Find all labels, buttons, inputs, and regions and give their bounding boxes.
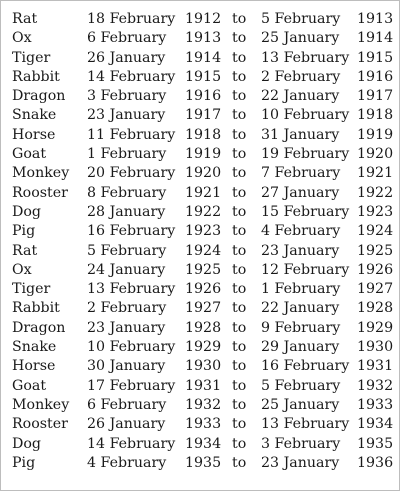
end-date: 1 February [261,281,341,298]
end-year: 1936 [357,454,394,471]
end-date: 7 February [261,165,341,182]
end-date: 12 February [261,261,350,278]
start-year: 1916 [185,88,222,105]
start-date: 14 February [87,435,176,452]
zodiac-year-table [1,10,400,473]
end-year: 1915 [357,49,394,66]
table-row [1,106,400,125]
end-date: 25 January [261,396,340,413]
table-row [1,454,400,473]
start-date: 6 February [87,396,167,413]
table-row [1,203,400,222]
table-row [1,415,400,434]
table-row [1,49,400,68]
table-row [1,338,400,357]
range-separator: to [232,396,247,413]
start-date: 24 January [87,261,166,278]
start-year: 1914 [185,49,222,66]
end-date: 31 January [261,126,340,143]
start-date: 2 February [87,300,167,317]
end-year: 1927 [357,281,394,298]
start-year: 1926 [185,281,222,298]
end-date: 5 February [261,11,341,27]
end-year: 1928 [357,300,394,317]
range-separator: to [232,358,247,375]
start-year: 1935 [185,454,222,471]
animal-name: Pig [12,223,36,240]
start-date: 14 February [87,68,176,85]
range-separator: to [232,30,247,47]
end-date: 25 January [261,30,340,47]
end-year: 1930 [357,339,394,356]
end-date: 4 February [261,223,341,240]
table-row [1,68,400,87]
end-year: 1923 [357,203,394,220]
table-row [1,164,400,183]
range-separator: to [232,261,247,278]
start-date: 11 February [87,126,176,143]
start-date: 16 February [87,223,176,240]
animal-name: Rat [12,11,38,27]
end-date: 15 February [261,203,350,220]
start-date: 10 February [87,339,176,356]
animal-name: Goat [12,146,47,163]
end-year: 1932 [357,377,394,394]
start-date: 23 January [87,319,166,336]
start-year: 1933 [185,416,222,433]
table-row [1,184,400,203]
start-year: 1927 [185,300,222,317]
end-date: 13 February [261,416,350,433]
end-date: 5 February [261,377,341,394]
table-row [1,280,400,299]
range-separator: to [232,339,247,356]
end-year: 1926 [357,261,394,278]
animal-name: Rooster [12,416,68,433]
animal-name: Ox [12,30,32,47]
animal-name: Rooster [12,184,68,201]
range-separator: to [232,68,247,85]
end-year: 1917 [357,88,394,105]
start-date: 18 February [87,11,176,27]
start-year: 1931 [185,377,222,394]
end-date: 10 February [261,107,350,124]
range-separator: to [232,49,247,66]
start-year: 1917 [185,107,222,124]
range-separator: to [232,281,247,298]
start-year: 1925 [185,261,222,278]
start-year: 1924 [185,242,222,259]
end-year: 1913 [357,11,394,27]
animal-name: Dog [12,435,41,452]
range-separator: to [232,146,247,163]
end-date: 2 February [261,68,341,85]
animal-name: Goat [12,377,47,394]
start-date: 28 January [87,203,166,220]
end-year: 1929 [357,319,394,336]
table-row [1,357,400,376]
start-date: 8 February [87,184,167,201]
end-year: 1931 [357,358,394,375]
table-row [1,87,400,106]
end-year: 1919 [357,126,394,143]
range-separator: to [232,203,247,220]
table-row [1,435,400,454]
end-date: 16 February [261,358,350,375]
end-date: 13 February [261,49,350,66]
range-separator: to [232,435,247,452]
range-separator: to [232,454,247,471]
range-separator: to [232,184,247,201]
animal-name: Snake [12,107,57,124]
start-date: 26 January [87,49,166,66]
animal-name: Horse [12,126,56,143]
end-date: 23 January [261,242,340,259]
start-date: 6 February [87,30,167,47]
start-year: 1922 [185,203,222,220]
end-year: 1934 [357,416,394,433]
animal-name: Monkey [12,165,70,182]
range-separator: to [232,11,247,27]
table-row [1,319,400,338]
start-year: 1930 [185,358,222,375]
end-year: 1924 [357,223,394,240]
animal-name: Pig [12,454,36,471]
animal-name: Dragon [12,319,66,336]
table-row [1,145,400,164]
animal-name: Dog [12,203,41,220]
animal-name: Tiger [12,49,51,66]
range-separator: to [232,377,247,394]
start-year: 1921 [185,184,222,201]
end-date: 22 January [261,300,340,317]
end-date: 9 February [261,319,341,336]
end-year: 1935 [357,435,394,452]
start-year: 1912 [185,11,222,27]
animal-name: Rabbit [12,68,60,85]
table-row [1,10,400,29]
range-separator: to [232,107,247,124]
start-year: 1918 [185,126,222,143]
table-row [1,261,400,280]
table-row [1,29,400,48]
table-row [1,377,400,396]
range-separator: to [232,242,247,259]
table-row [1,242,400,261]
start-date: 23 January [87,107,166,124]
start-date: 17 February [87,377,176,394]
table-row [1,222,400,241]
table-row [1,126,400,145]
start-date: 20 February [87,165,176,182]
end-year: 1918 [357,107,394,124]
range-separator: to [232,126,247,143]
start-year: 1929 [185,339,222,356]
range-separator: to [232,300,247,317]
start-year: 1920 [185,165,222,182]
end-year: 1925 [357,242,394,259]
table-row [1,299,400,318]
start-year: 1923 [185,223,222,240]
end-year: 1933 [357,396,394,413]
end-date: 3 February [261,435,341,452]
end-year: 1922 [357,184,394,201]
table-row [1,396,400,415]
start-year: 1932 [185,396,222,413]
start-date: 30 January [87,358,166,375]
start-date: 5 February [87,242,167,259]
start-year: 1919 [185,146,222,163]
end-year: 1914 [357,30,394,47]
start-year: 1928 [185,319,222,336]
start-year: 1915 [185,68,222,85]
range-separator: to [232,319,247,336]
range-separator: to [232,88,247,105]
end-date: 22 January [261,88,340,105]
start-year: 1913 [185,30,222,47]
animal-name: Rabbit [12,300,60,317]
animal-name: Monkey [12,396,70,413]
end-year: 1921 [357,165,394,182]
range-separator: to [232,223,247,240]
start-year: 1934 [185,435,222,452]
start-date: 26 January [87,416,166,433]
start-date: 1 February [87,146,167,163]
animal-name: Snake [12,339,57,356]
start-date: 3 February [87,88,167,105]
animal-name: Dragon [12,88,66,105]
start-date: 13 February [87,281,176,298]
end-date: 27 January [261,184,340,201]
animal-name: Ox [12,261,32,278]
range-separator: to [232,165,247,182]
animal-name: Tiger [12,281,51,298]
end-date: 29 January [261,339,340,356]
range-separator: to [232,416,247,433]
animal-name: Rat [12,242,38,259]
end-year: 1916 [357,68,394,85]
end-year: 1920 [357,146,394,163]
animal-name: Horse [12,358,56,375]
start-date: 4 February [87,454,167,471]
end-date: 23 January [261,454,340,471]
end-date: 19 February [261,146,350,163]
